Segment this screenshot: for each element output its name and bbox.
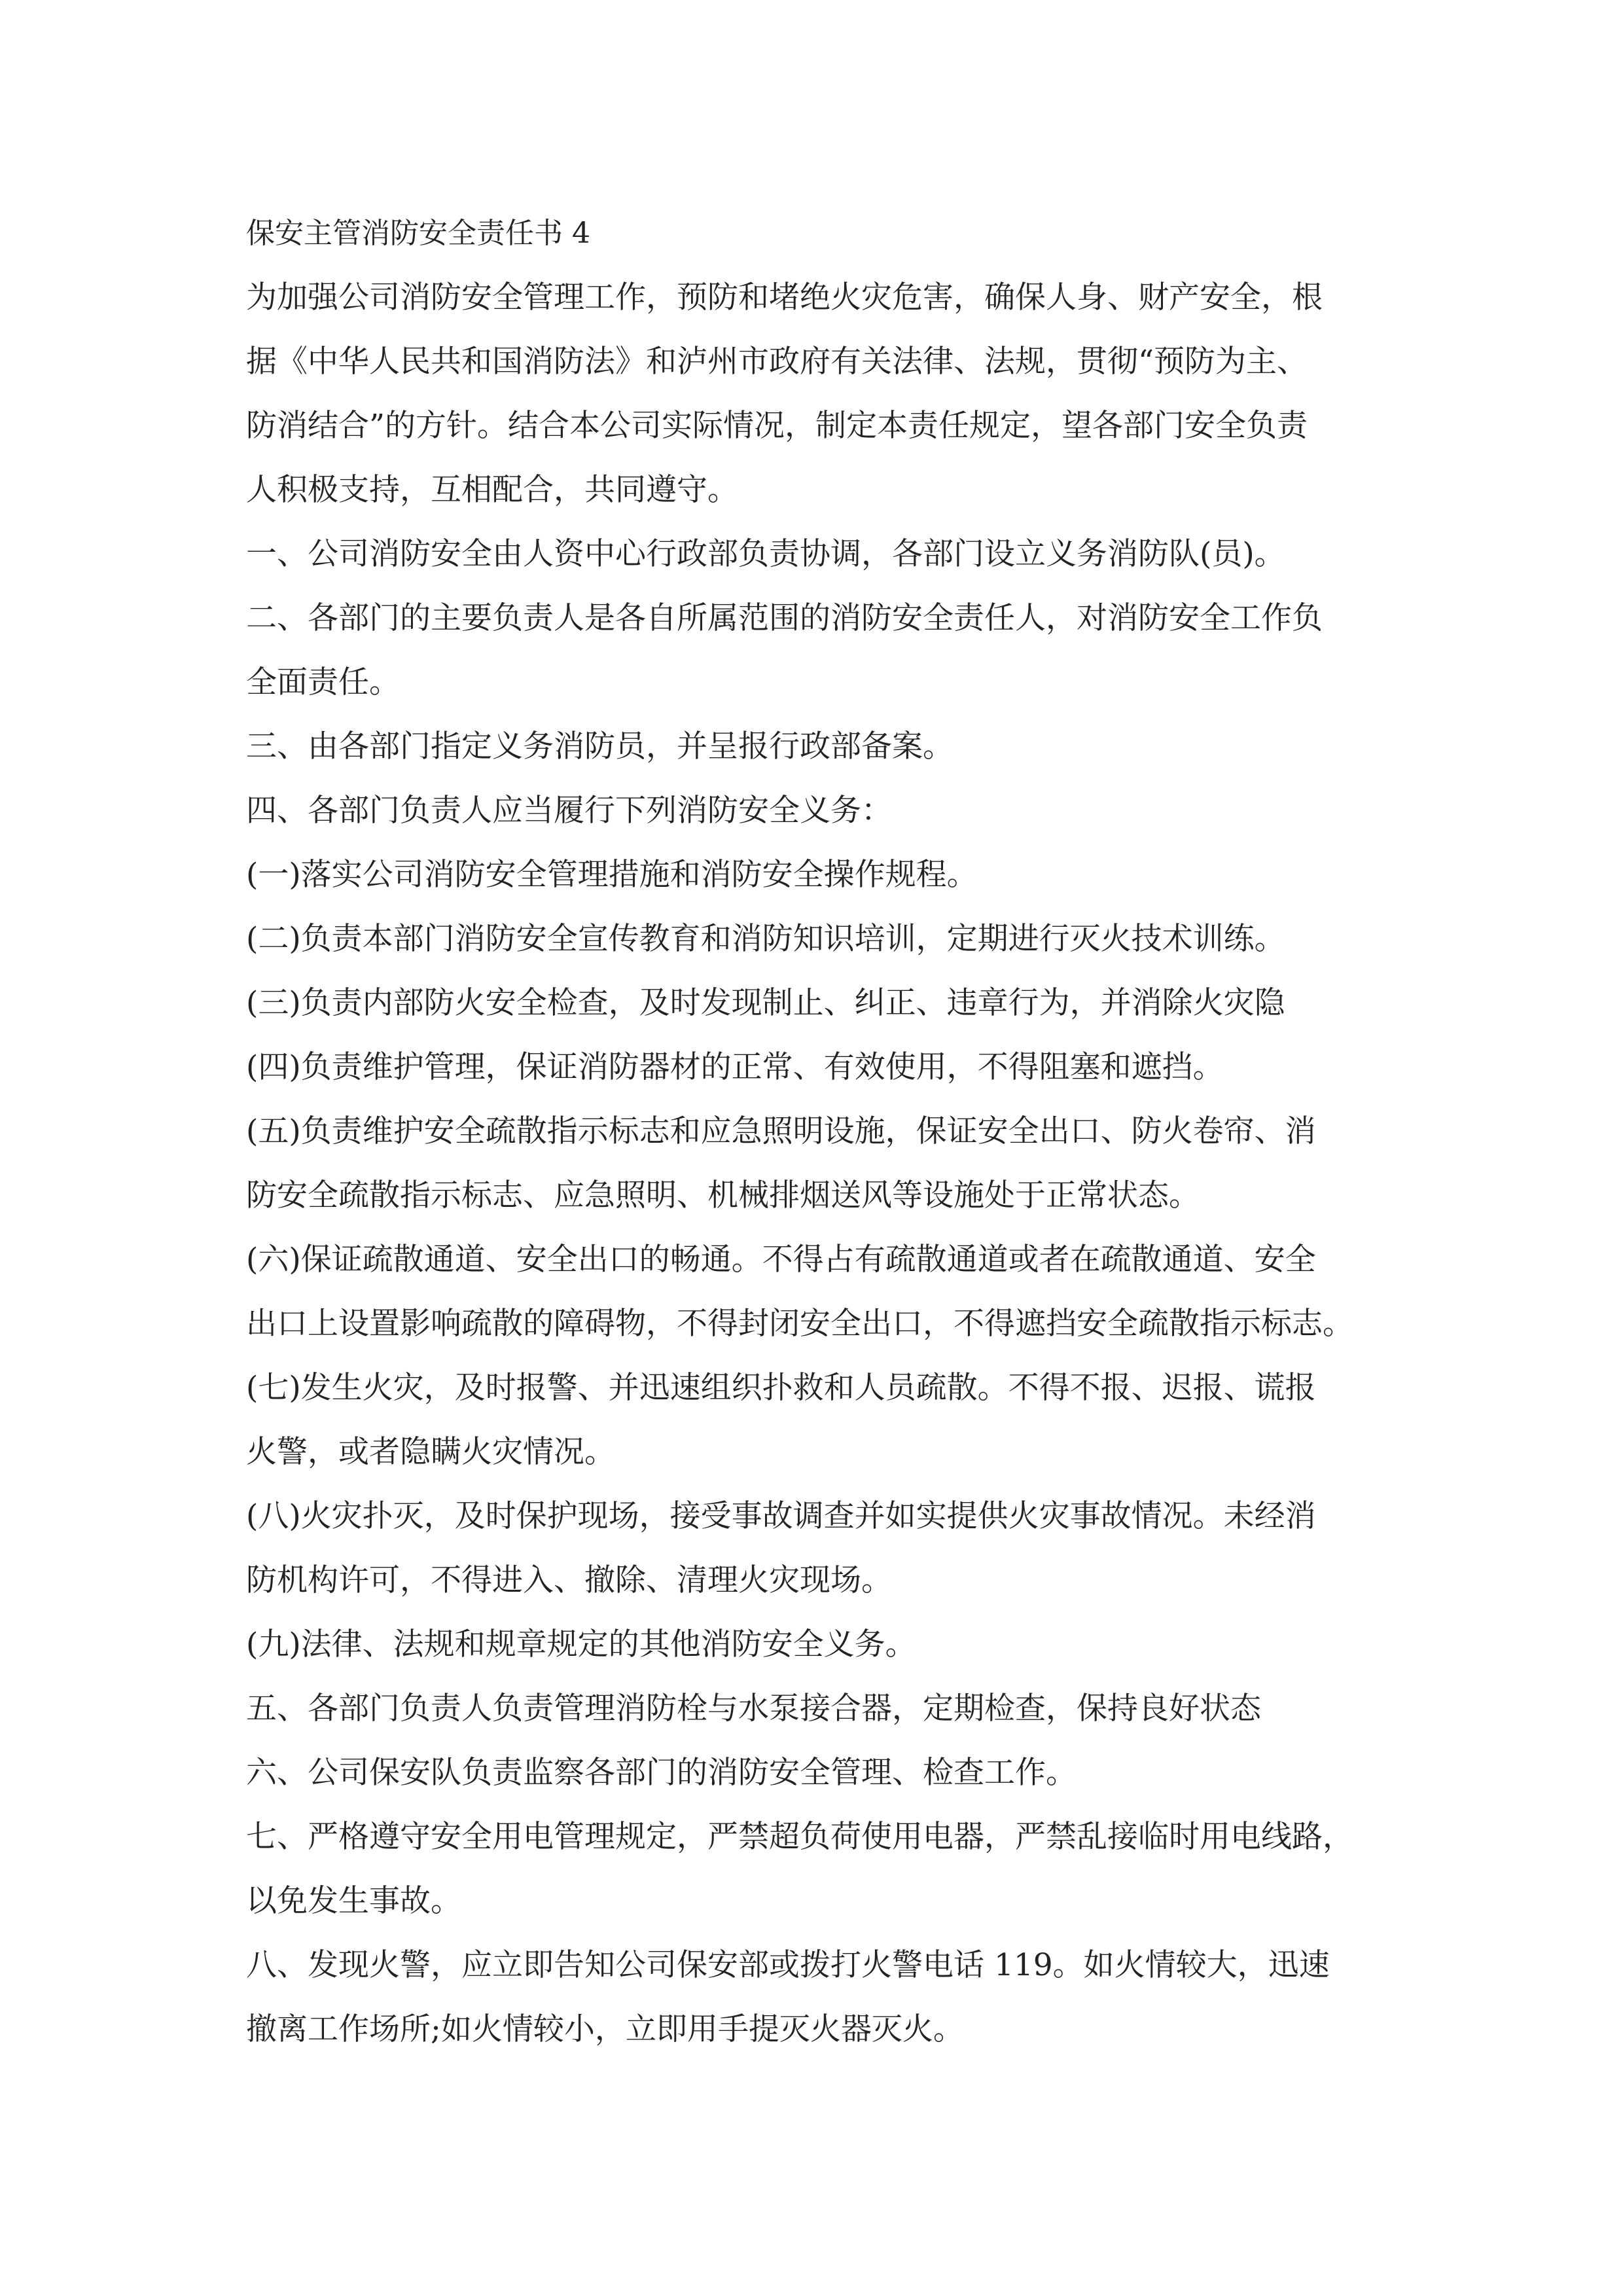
text-line: 五、各部门负责人负责管理消防栓与水泵接合器，定期检查，保持良好状态 bbox=[246, 1691, 1261, 1727]
text-line: 三、由各部门指定义务消防员，并呈报行政部备案。 bbox=[246, 728, 954, 764]
text-line: (二)负责本部门消防安全宣传教育和消防知识培训，定期进行灭火技术训练。 bbox=[246, 921, 1285, 957]
text-line: 防安全疏散指示标志、应急照明、机械排烟送风等设施处于正常状态。 bbox=[246, 1177, 1200, 1213]
text-line: (五)负责维护安全疏散指示标志和应急照明设施，保证安全出口、防火卷帘、消 bbox=[246, 1113, 1316, 1149]
text-line: 人积极支持，互相配合，共同遵守。 bbox=[246, 472, 738, 508]
text-line: 防机构许可，不得进入、撤除、清理火灾现场。 bbox=[246, 1562, 892, 1598]
text-line: 火警，或者隐瞒火灾情况。 bbox=[246, 1434, 615, 1470]
text-line: 二、各部门的主要负责人是各自所属范围的消防安全责任人，对消防安全工作负 bbox=[246, 600, 1323, 636]
text-line: 一、公司消防安全由人资中心行政部负责协调，各部门设立义务消防队(员)。 bbox=[246, 536, 1285, 572]
text-line: (四)负责维护管理，保证消防器材的正常、有效使用，不得阻塞和遮挡。 bbox=[246, 1049, 1224, 1085]
text-line: 撤离工作场所;如火情较小，立即用手提灭火器灭火。 bbox=[246, 2011, 964, 2047]
text-line: (九)法律、法规和规章规定的其他消防安全义务。 bbox=[246, 1626, 916, 1662]
text-line: 据《中华人民共和国消防法》和泸州市政府有关法律、法规，贯彻“预防为主、 bbox=[246, 344, 1308, 380]
text-line: (六)保证疏散通道、安全出口的畅通。不得占有疏散通道或者在疏散通道、安全 bbox=[246, 1242, 1316, 1278]
text-line: 四、各部门负责人应当履行下列消防安全义务： bbox=[246, 793, 892, 829]
text-line: (一)落实公司消防安全管理措施和消防安全操作规程。 bbox=[246, 857, 978, 893]
text-line: 七、严格遵守安全用电管理规定，严禁超负荷使用电器，严禁乱接临时用电线路， bbox=[246, 1819, 1353, 1855]
document-body bbox=[246, 202, 1398, 2062]
text-line: 为加强公司消防安全管理工作，预防和堵绝火灾危害，确保人身、财产安全，根 bbox=[246, 279, 1323, 315]
text-line: 以免发生事故。 bbox=[246, 1883, 461, 1919]
text-line: (八)火灾扑灭，及时保护现场，接受事故调查并如实提供火灾事故情况。未经消 bbox=[246, 1498, 1316, 1534]
text-line: 全面责任。 bbox=[246, 664, 400, 700]
document-title: 保安主管消防安全责任书 4 bbox=[246, 217, 590, 250]
text-line: 防消结合”的方针。结合本公司实际情况，制定本责任规定，望各部门安全负责 bbox=[246, 408, 1308, 444]
text-line: 八、发现火警，应立即告知公司保安部或拨打火警电话 119。如火情较大，迅速 bbox=[246, 1947, 1330, 1983]
text-line: 出口上设置影响疏散的障碍物，不得封闭安全出口，不得遮挡安全疏散指示标志。 bbox=[246, 1306, 1353, 1342]
text-line: 六、公司保安队负责监察各部门的消防安全管理、检查工作。 bbox=[246, 1755, 1077, 1791]
text-line: (三)负责内部防火安全检查，及时发现制止、纠正、违章行为，并消除火灾隐 bbox=[246, 985, 1285, 1021]
text-line: (七)发生火灾，及时报警、并迅速组织扑救和人员疏散。不得不报、迟报、谎报 bbox=[246, 1370, 1316, 1406]
